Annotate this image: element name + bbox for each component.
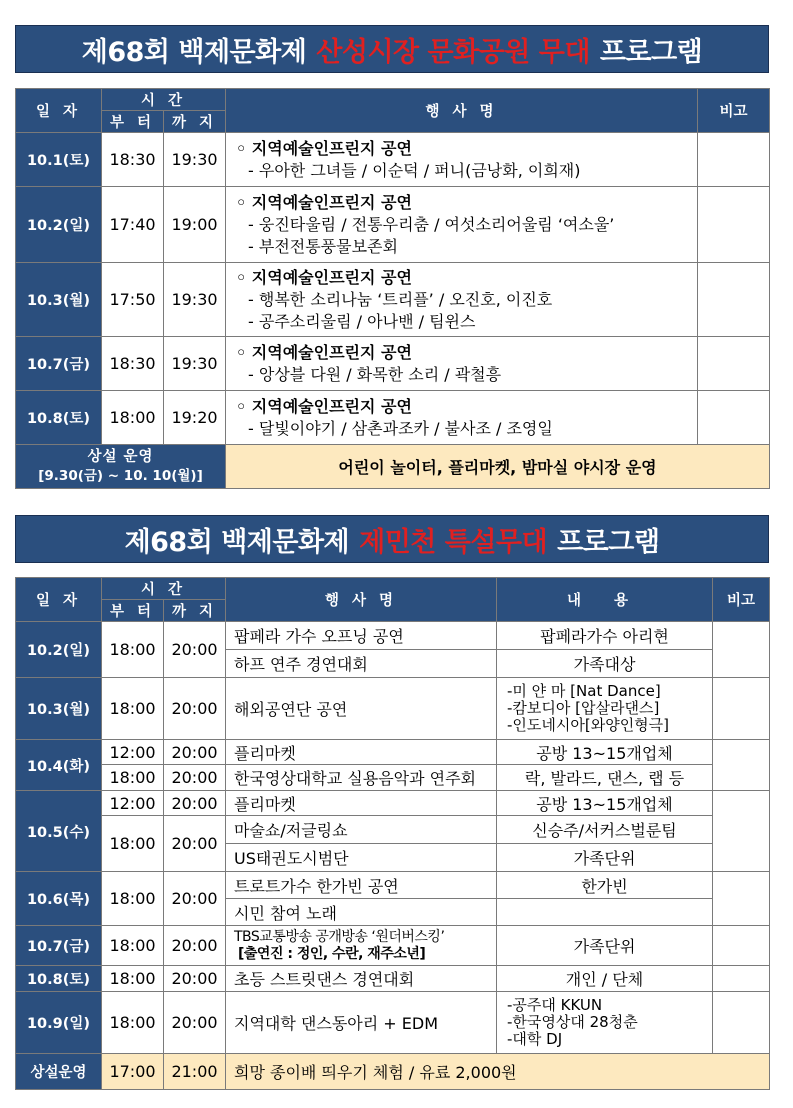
permanent-label: [16, 445, 226, 489]
event-name: 플리마켓: [226, 740, 497, 765]
section2-title-suffix: 프로그램: [557, 526, 660, 558]
note-cell: [698, 133, 770, 187]
header-event: 행 사 명: [226, 89, 698, 133]
header-from: 부 터: [102, 111, 164, 133]
start-time: 18:00: [102, 765, 164, 791]
program-cell: [226, 263, 698, 337]
end-time: 20:00: [164, 678, 226, 740]
header-note: 비고: [698, 89, 770, 133]
note-cell: [713, 678, 770, 740]
start-time: 18:00: [102, 816, 164, 872]
table-row: [16, 263, 770, 337]
program-title: ◦ 지역예술인프린지 공연: [236, 192, 412, 212]
end-time: 20:00: [164, 816, 226, 872]
event-content: 개인 / 단체: [497, 966, 713, 992]
start-time: 18:30: [102, 133, 164, 187]
event-name: 마술쇼/저글링쇼: [226, 816, 497, 844]
start-time: 18:30: [102, 337, 164, 391]
section1-title-suffix: 프로그램: [599, 36, 703, 68]
end-time: 20:00: [164, 992, 226, 1054]
program-detail: - 우아한 그녀들 / 이순덕 / 퍼니(금낭화, 이희재): [248, 160, 581, 180]
content-line: -공주대 KKUN: [507, 996, 603, 1014]
event-name: [226, 926, 497, 966]
end-time: 20:00: [164, 791, 226, 816]
note-cell: [713, 872, 770, 926]
start-time: 18:00: [102, 678, 164, 740]
header-to: 까 지: [164, 111, 226, 133]
program-detail: - 부전전통풍물보존회: [248, 236, 398, 256]
date-cell: 10.2(일): [16, 622, 102, 678]
permanent-label-title: 상설 운영: [87, 448, 154, 465]
event-name: 지역대학 댄스동아리 + EDM: [226, 992, 497, 1054]
content-line: -한국영상대 28청춘: [507, 1013, 638, 1031]
end-time: 20:00: [164, 872, 226, 926]
date-cell: 10.9(일): [16, 992, 102, 1054]
table-row: [16, 678, 770, 740]
permanent-value: 희망 종이배 띄우기 체험 / 유료 2,000원: [226, 1054, 770, 1090]
event-content: 가족단위: [497, 926, 713, 966]
start-time: 17:40: [102, 187, 164, 263]
section1-title-banner: [15, 25, 769, 73]
section2-title-banner: [15, 515, 769, 563]
table-row: [16, 992, 770, 1054]
end-time: 20:00: [164, 765, 226, 791]
date-cell: 10.3(월): [16, 678, 102, 740]
table-row: [16, 765, 770, 791]
table-row: [16, 391, 770, 445]
event-content: 락, 발라드, 댄스, 랩 등: [497, 765, 713, 791]
start-time: 18:00: [102, 992, 164, 1054]
content-line: -대학 DJ: [507, 1030, 563, 1048]
end-time: 19:20: [164, 391, 226, 445]
start-time: 18:00: [102, 872, 164, 926]
program-cell: [226, 133, 698, 187]
event-content: 공방 13~15개업체: [497, 791, 713, 816]
start-time: 12:00: [102, 791, 164, 816]
table-row: [16, 622, 770, 650]
permanent-label-period: [9.30(금) ~ 10. 10(월)]: [38, 467, 203, 484]
program-title: ◦ 지역예술인프린지 공연: [236, 342, 412, 362]
table-row: [16, 816, 770, 844]
permanent-value: 어린이 놀이터, 플리마켓, 밤마실 야시장 운영: [226, 445, 770, 489]
event-name-line: TBS교통방송 공개방송 ‘원더버스킹’: [234, 928, 445, 945]
event-name: 플리마켓: [226, 791, 497, 816]
header-note: 비고: [713, 578, 770, 622]
note-cell: [698, 187, 770, 263]
section1-schedule-table: [15, 88, 770, 489]
permanent-row: [16, 445, 770, 489]
start-time: 17:00: [102, 1054, 164, 1090]
date-cell: 10.4(화): [16, 740, 102, 791]
table-row: [16, 966, 770, 992]
program-detail: - 공주소리울림 / 아나밴 / 팀윈스: [248, 311, 476, 331]
table-row: [16, 740, 770, 765]
event-name: 팝페라 가수 오프닝 공연: [226, 622, 497, 650]
event-cast: [출연진 : 정인, 수란, 재주소년]: [238, 945, 426, 962]
header-from: 부 터: [102, 600, 164, 622]
date-cell: 10.7(금): [16, 926, 102, 966]
permanent-label: 상설운영: [16, 1054, 102, 1090]
section2-title-venue: 제민천 특설무대: [359, 526, 548, 558]
event-content: 신승주/서커스벌룬팀: [497, 816, 713, 844]
end-time: 21:00: [164, 1054, 226, 1090]
note-cell: [698, 337, 770, 391]
note-cell: [713, 992, 770, 1054]
table-row: [16, 791, 770, 816]
start-time: 18:00: [102, 926, 164, 966]
content-line: -인도네시아[와양인형극]: [507, 716, 670, 734]
content-line: -캄보디아 [압살라댄스]: [507, 699, 660, 717]
event-name: US태권도시범단: [226, 844, 497, 872]
end-time: 20:00: [164, 926, 226, 966]
event-content: [497, 678, 713, 740]
table-row: [16, 187, 770, 263]
program-title: ◦ 지역예술인프린지 공연: [236, 138, 412, 158]
event-name: 하프 연주 경연대회: [226, 650, 497, 678]
header-content: 내 용: [497, 578, 713, 622]
end-time: 20:00: [164, 966, 226, 992]
event-name: 트로트가수 한가빈 공연: [226, 872, 497, 899]
event-content: 가족단위: [497, 844, 713, 872]
table-row: [16, 337, 770, 391]
date-cell: 10.8(토): [16, 391, 102, 445]
start-time: 18:00: [102, 391, 164, 445]
section2-schedule-table: [15, 577, 770, 1090]
event-name: 초등 스트릿댄스 경연대회: [226, 966, 497, 992]
header-to: 까 지: [164, 600, 226, 622]
date-cell: 10.5(수): [16, 791, 102, 872]
content-line: -미 얀 마 [Nat Dance]: [507, 682, 661, 700]
table-row: [16, 133, 770, 187]
start-time: 17:50: [102, 263, 164, 337]
end-time: 19:00: [164, 187, 226, 263]
table-row: [16, 872, 770, 899]
program-cell: [226, 337, 698, 391]
header-event: 행 사 명: [226, 578, 497, 622]
event-content: 팝페라가수 아리현: [497, 622, 713, 650]
event-content: [497, 992, 713, 1054]
end-time: 19:30: [164, 337, 226, 391]
note-cell: [713, 740, 770, 791]
program-cell: [226, 391, 698, 445]
date-cell: 10.7(금): [16, 337, 102, 391]
program-title: ◦ 지역예술인프린지 공연: [236, 396, 412, 416]
date-cell: 10.1(토): [16, 133, 102, 187]
program-title: ◦ 지역예술인프린지 공연: [236, 267, 412, 287]
note-cell: [713, 966, 770, 992]
date-cell: 10.6(목): [16, 872, 102, 926]
program-detail: - 웅진타울림 / 전통우리춤 / 여섯소리어울림 ‘여소울’: [248, 214, 615, 234]
start-time: 12:00: [102, 740, 164, 765]
date-cell: 10.3(월): [16, 263, 102, 337]
note-cell: [698, 263, 770, 337]
program-detail: - 앙상블 다원 / 화목한 소리 / 곽철흥: [248, 364, 502, 384]
section1-title-prefix: 제68회 백제문화제: [81, 36, 307, 68]
note-cell: [713, 622, 770, 678]
event-content: 한가빈: [497, 872, 713, 899]
header-time: 시 간: [102, 578, 226, 600]
event-content-empty: [497, 899, 713, 926]
start-time: 18:00: [102, 622, 164, 678]
date-cell: 10.8(토): [16, 966, 102, 992]
end-time: 20:00: [164, 622, 226, 678]
table-row: [16, 926, 770, 966]
event-name: 한국영상대학교 실용음악과 연주회: [226, 765, 497, 791]
end-time: 19:30: [164, 263, 226, 337]
program-detail: - 행복한 소리나눔 ‘트리플’ / 오진호, 이진호: [248, 289, 553, 309]
section1-title-venue: 산성시장 문화공원 무대: [316, 36, 590, 68]
header-date: 일 자: [16, 89, 102, 133]
program-cell: [226, 187, 698, 263]
event-content: 공방 13~15개업체: [497, 740, 713, 765]
program-detail: - 달빛이야기 / 삼촌과조카 / 불사조 / 조영일: [248, 418, 553, 438]
permanent-row: [16, 1054, 770, 1090]
header-time: 시 간: [102, 89, 226, 111]
end-time: 20:00: [164, 740, 226, 765]
event-content: 가족대상: [497, 650, 713, 678]
end-time: 19:30: [164, 133, 226, 187]
start-time: 18:00: [102, 966, 164, 992]
note-cell: [698, 391, 770, 445]
date-cell: 10.2(일): [16, 187, 102, 263]
note-cell: [713, 791, 770, 872]
section2-title-prefix: 제68회 백제문화제: [124, 526, 350, 558]
event-name: 해외공연단 공연: [226, 678, 497, 740]
event-name: 시민 참여 노래: [226, 899, 497, 926]
note-cell: [713, 926, 770, 966]
header-date: 일 자: [16, 578, 102, 622]
